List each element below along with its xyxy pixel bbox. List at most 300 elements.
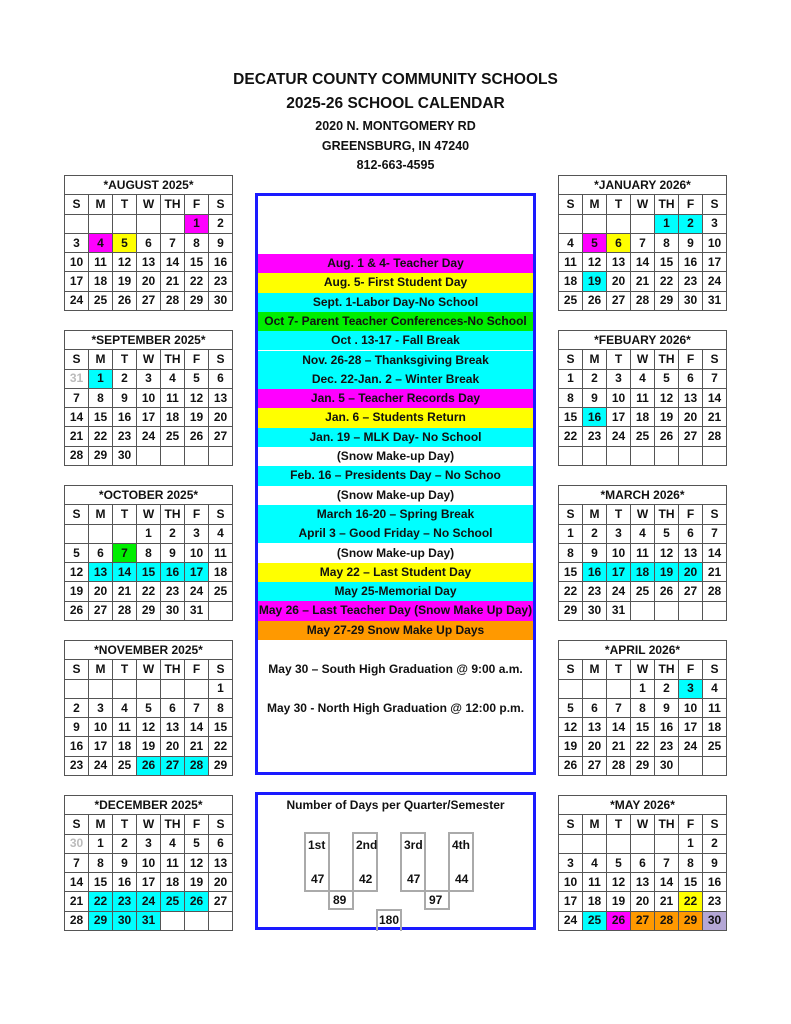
- day-cell: 22: [679, 892, 703, 911]
- day-cell: 4: [559, 233, 583, 252]
- day-cell: 22: [137, 582, 161, 601]
- day-cell: 14: [703, 543, 727, 562]
- day-cell: 2: [161, 524, 185, 543]
- day-cell: 30: [113, 446, 137, 465]
- month-title: *MAY 2026*: [559, 796, 727, 815]
- day-cell: 30: [161, 601, 185, 620]
- day-cell: 7: [185, 698, 209, 717]
- day-cell: 6: [679, 524, 703, 543]
- key-event: Jan. 6 – Students Return: [258, 408, 533, 427]
- day-cell: 12: [583, 253, 607, 272]
- day-cell: 11: [583, 873, 607, 892]
- day-cell: 28: [161, 291, 185, 310]
- day-cell: 7: [703, 524, 727, 543]
- weekday-header: T: [607, 660, 631, 679]
- day-cell: 21: [65, 892, 89, 911]
- key-event: Dec. 22-Jan. 2 – Winter Break: [258, 370, 533, 389]
- day-cell: 13: [137, 253, 161, 272]
- day-cell: 3: [559, 853, 583, 872]
- day-cell: 18: [559, 272, 583, 291]
- day-cell: 21: [113, 582, 137, 601]
- quarter-4: [448, 832, 474, 892]
- day-cell: 29: [185, 291, 209, 310]
- weekday-header: T: [607, 505, 631, 524]
- day-cell: 2: [583, 524, 607, 543]
- day-cell: [655, 446, 679, 465]
- day-cell: 15: [559, 563, 583, 582]
- day-cell: 23: [161, 582, 185, 601]
- day-cell: 20: [209, 873, 233, 892]
- weekday-header: F: [679, 660, 703, 679]
- north-graduation: May 30 - North High Graduation @ 12:00 p.m.: [266, 701, 525, 715]
- weekday-header: M: [583, 815, 607, 834]
- month-title: *DECEMBER 2025*: [65, 796, 233, 815]
- day-cell: 1: [679, 834, 703, 853]
- day-cell: 6: [607, 233, 631, 252]
- day-cell: 10: [89, 718, 113, 737]
- day-cell: [161, 214, 185, 233]
- day-cell: 5: [559, 698, 583, 717]
- day-cell: 21: [703, 563, 727, 582]
- day-cell: 31: [607, 601, 631, 620]
- day-cell: 25: [631, 427, 655, 446]
- key-event: Sept. 1-Labor Day-No School: [258, 293, 533, 312]
- weekday-header: S: [559, 505, 583, 524]
- weekday-header: W: [631, 815, 655, 834]
- day-cell: 5: [185, 834, 209, 853]
- year-total-days: 180: [379, 913, 400, 927]
- day-cell: 1: [89, 369, 113, 388]
- day-cell: 14: [607, 718, 631, 737]
- day-cell: 7: [113, 543, 137, 562]
- day-cell: 1: [209, 679, 233, 698]
- day-cell: 11: [631, 388, 655, 407]
- key-event: Oct 7- Parent Teacher Conferences-No School: [258, 312, 533, 331]
- day-cell: 15: [631, 718, 655, 737]
- day-cell: 14: [655, 873, 679, 892]
- day-cell: [703, 756, 727, 775]
- month-calendar: [64, 330, 233, 466]
- day-cell: 14: [185, 718, 209, 737]
- key-event: May 27-29 Snow Make Up Days: [258, 621, 533, 640]
- day-cell: [655, 834, 679, 853]
- day-cell: 13: [679, 543, 703, 562]
- day-cell: 19: [185, 408, 209, 427]
- weekday-header: S: [209, 195, 233, 214]
- month-title: *FEBUARY 2026*: [559, 331, 727, 350]
- month-calendar: [558, 330, 727, 466]
- day-cell: 9: [209, 233, 233, 252]
- month-calendar: [64, 485, 233, 621]
- day-cell: 12: [137, 718, 161, 737]
- day-cell: 18: [703, 718, 727, 737]
- weekday-header: T: [113, 195, 137, 214]
- day-cell: 4: [631, 524, 655, 543]
- day-cell: [137, 679, 161, 698]
- day-cell: 18: [631, 563, 655, 582]
- day-cell: 6: [209, 834, 233, 853]
- weekday-header: M: [583, 195, 607, 214]
- day-cell: 12: [607, 873, 631, 892]
- day-cell: 24: [607, 582, 631, 601]
- quarter-days-box: [255, 792, 536, 930]
- weekday-header: S: [703, 660, 727, 679]
- quarter-4-label: 4th: [452, 838, 470, 852]
- day-cell: 15: [185, 253, 209, 272]
- day-cell: 15: [209, 718, 233, 737]
- day-cell: 19: [113, 272, 137, 291]
- day-cell: 27: [89, 601, 113, 620]
- day-cell: 25: [559, 291, 583, 310]
- day-cell: [559, 834, 583, 853]
- month-title: *SEPTEMBER 2025*: [65, 331, 233, 350]
- day-cell: [113, 679, 137, 698]
- day-cell: 12: [185, 853, 209, 872]
- day-cell: 19: [65, 582, 89, 601]
- day-cell: 21: [161, 272, 185, 291]
- day-cell: 16: [113, 408, 137, 427]
- day-cell: 14: [113, 563, 137, 582]
- day-cell: 21: [703, 408, 727, 427]
- day-cell: 11: [161, 388, 185, 407]
- day-cell: 28: [607, 756, 631, 775]
- month-calendar: [64, 795, 233, 931]
- weekday-header: W: [631, 505, 655, 524]
- day-cell: 26: [185, 427, 209, 446]
- day-cell: [703, 601, 727, 620]
- weekday-header: S: [65, 195, 89, 214]
- weekday-header: T: [113, 505, 137, 524]
- day-cell: 16: [113, 873, 137, 892]
- day-cell: 25: [161, 892, 185, 911]
- day-cell: [607, 834, 631, 853]
- day-cell: 16: [679, 253, 703, 272]
- quarter-1-days: 47: [311, 872, 325, 886]
- key-event: Aug. 5- First Student Day: [258, 273, 533, 292]
- day-cell: 21: [655, 892, 679, 911]
- day-cell: 13: [679, 388, 703, 407]
- key-events-box: [255, 193, 536, 775]
- day-cell: 8: [89, 388, 113, 407]
- day-cell: 10: [559, 873, 583, 892]
- day-cell: 20: [161, 737, 185, 756]
- day-cell: 4: [161, 834, 185, 853]
- day-cell: 17: [607, 408, 631, 427]
- day-cell: 8: [631, 698, 655, 717]
- quarter-2: [352, 832, 378, 892]
- day-cell: 6: [137, 233, 161, 252]
- day-cell: 1: [631, 679, 655, 698]
- weekday-header: M: [89, 350, 113, 369]
- calendar-title: 2025-26 SCHOOL CALENDAR: [286, 95, 505, 112]
- day-cell: 8: [679, 853, 703, 872]
- day-cell: 28: [703, 427, 727, 446]
- day-cell: 3: [137, 834, 161, 853]
- day-cell: 10: [137, 853, 161, 872]
- day-cell: 3: [679, 679, 703, 698]
- weekday-header: S: [209, 660, 233, 679]
- day-cell: 15: [559, 408, 583, 427]
- weekday-header: TH: [161, 505, 185, 524]
- day-cell: 15: [89, 408, 113, 427]
- day-cell: 28: [703, 582, 727, 601]
- day-cell: 29: [631, 756, 655, 775]
- month-title: *AUGUST 2025*: [65, 176, 233, 195]
- day-cell: 29: [679, 911, 703, 930]
- day-cell: 26: [583, 291, 607, 310]
- day-cell: 23: [65, 756, 89, 775]
- weekday-header: S: [209, 815, 233, 834]
- day-cell: [161, 679, 185, 698]
- day-cell: 27: [583, 756, 607, 775]
- day-cell: 9: [161, 543, 185, 562]
- day-cell: 2: [679, 214, 703, 233]
- day-cell: 18: [113, 737, 137, 756]
- weekday-header: TH: [161, 660, 185, 679]
- day-cell: 9: [583, 543, 607, 562]
- day-cell: 21: [185, 737, 209, 756]
- day-cell: 8: [209, 698, 233, 717]
- day-cell: 29: [89, 446, 113, 465]
- day-cell: [583, 214, 607, 233]
- weekday-header: S: [703, 195, 727, 214]
- weekday-header: TH: [161, 195, 185, 214]
- day-cell: 5: [113, 233, 137, 252]
- day-cell: [185, 446, 209, 465]
- key-event: Aug. 1 & 4- Teacher Day: [258, 254, 533, 273]
- day-cell: 18: [89, 272, 113, 291]
- day-cell: 20: [89, 582, 113, 601]
- day-cell: 13: [209, 853, 233, 872]
- day-cell: 13: [583, 718, 607, 737]
- weekday-header: T: [113, 350, 137, 369]
- quarter-3-label: 3rd: [404, 838, 423, 852]
- day-cell: 29: [89, 911, 113, 930]
- day-cell: 11: [703, 698, 727, 717]
- weekday-header: F: [185, 505, 209, 524]
- key-event: Jan. 5 – Teacher Records Day: [258, 389, 533, 408]
- day-cell: 28: [655, 911, 679, 930]
- day-cell: 30: [703, 911, 727, 930]
- month-calendar: [64, 175, 233, 311]
- weekday-header: S: [703, 350, 727, 369]
- day-cell: 14: [65, 873, 89, 892]
- day-cell: 3: [703, 214, 727, 233]
- day-cell: 2: [209, 214, 233, 233]
- day-cell: 19: [607, 892, 631, 911]
- day-cell: 14: [631, 253, 655, 272]
- day-cell: 20: [607, 272, 631, 291]
- weekday-header: W: [631, 350, 655, 369]
- month-calendar: [558, 485, 727, 621]
- day-cell: 31: [185, 601, 209, 620]
- day-cell: 11: [113, 718, 137, 737]
- key-event: (Snow Make-up Day): [258, 447, 533, 466]
- weekday-header: S: [65, 815, 89, 834]
- day-cell: 2: [65, 698, 89, 717]
- day-cell: 16: [703, 873, 727, 892]
- day-cell: 29: [137, 601, 161, 620]
- day-cell: [631, 214, 655, 233]
- day-cell: 30: [583, 601, 607, 620]
- day-cell: 13: [607, 253, 631, 272]
- month-title: *MARCH 2026*: [559, 486, 727, 505]
- day-cell: 16: [583, 408, 607, 427]
- weekday-header: TH: [655, 660, 679, 679]
- month-calendar: [558, 175, 727, 311]
- day-cell: [583, 834, 607, 853]
- day-cell: 17: [679, 718, 703, 737]
- district-name: DECATUR COUNTY COMMUNITY SCHOOLS: [233, 71, 558, 88]
- day-cell: [65, 214, 89, 233]
- day-cell: 28: [631, 291, 655, 310]
- day-cell: 17: [703, 253, 727, 272]
- month-calendar: [558, 795, 727, 931]
- day-cell: 4: [631, 369, 655, 388]
- weekday-header: M: [89, 505, 113, 524]
- weekday-header: W: [137, 815, 161, 834]
- day-cell: 1: [89, 834, 113, 853]
- day-cell: [209, 446, 233, 465]
- day-cell: 10: [679, 698, 703, 717]
- day-cell: 19: [655, 408, 679, 427]
- day-cell: 5: [137, 698, 161, 717]
- day-cell: 4: [209, 524, 233, 543]
- day-cell: 23: [113, 892, 137, 911]
- quarter-2-days: 42: [359, 872, 373, 886]
- day-cell: 23: [583, 427, 607, 446]
- day-cell: 9: [583, 388, 607, 407]
- weekday-header: S: [65, 660, 89, 679]
- weekday-header: W: [137, 350, 161, 369]
- day-cell: 11: [559, 253, 583, 272]
- day-cell: [655, 601, 679, 620]
- day-cell: 6: [89, 543, 113, 562]
- day-cell: 27: [679, 582, 703, 601]
- day-cell: [185, 679, 209, 698]
- day-cell: 5: [655, 369, 679, 388]
- weekday-header: T: [607, 350, 631, 369]
- day-cell: 10: [185, 543, 209, 562]
- day-cell: 4: [113, 698, 137, 717]
- day-cell: 1: [559, 369, 583, 388]
- day-cell: 16: [65, 737, 89, 756]
- day-cell: 14: [65, 408, 89, 427]
- day-cell: [209, 601, 233, 620]
- semester-2-days: 97: [429, 893, 443, 907]
- day-cell: 16: [209, 253, 233, 272]
- day-cell: 5: [655, 524, 679, 543]
- day-cell: 29: [209, 756, 233, 775]
- day-cell: 20: [209, 408, 233, 427]
- day-cell: 16: [655, 718, 679, 737]
- day-cell: 8: [559, 543, 583, 562]
- day-cell: 3: [89, 698, 113, 717]
- day-cell: 25: [703, 737, 727, 756]
- day-cell: 22: [559, 582, 583, 601]
- day-cell: 26: [185, 892, 209, 911]
- day-cell: [65, 679, 89, 698]
- day-cell: [89, 679, 113, 698]
- day-cell: 9: [113, 853, 137, 872]
- day-cell: 1: [655, 214, 679, 233]
- day-cell: 24: [65, 291, 89, 310]
- day-cell: 22: [89, 892, 113, 911]
- weekday-header: F: [679, 350, 703, 369]
- day-cell: 27: [161, 756, 185, 775]
- key-event: May 22 – Last Student Day: [258, 563, 533, 582]
- key-event: Jan. 19 – MLK Day- No School: [258, 428, 533, 447]
- day-cell: 3: [607, 524, 631, 543]
- day-cell: 16: [583, 563, 607, 582]
- day-cell: 26: [137, 756, 161, 775]
- day-cell: 26: [113, 291, 137, 310]
- day-cell: 11: [631, 543, 655, 562]
- weekday-header: S: [559, 815, 583, 834]
- day-cell: 24: [607, 427, 631, 446]
- day-cell: 22: [185, 272, 209, 291]
- day-cell: 3: [185, 524, 209, 543]
- day-cell: 30: [65, 834, 89, 853]
- day-cell: 20: [679, 408, 703, 427]
- day-cell: 17: [137, 408, 161, 427]
- day-cell: 4: [161, 369, 185, 388]
- day-cell: 22: [631, 737, 655, 756]
- month-calendar: [558, 640, 727, 776]
- weekday-header: W: [631, 195, 655, 214]
- month-calendar: [64, 640, 233, 776]
- day-cell: 7: [65, 388, 89, 407]
- quarter-3: [400, 832, 426, 892]
- day-cell: 28: [113, 601, 137, 620]
- weekday-header: TH: [161, 815, 185, 834]
- day-cell: 24: [185, 582, 209, 601]
- day-cell: 21: [631, 272, 655, 291]
- day-cell: 24: [703, 272, 727, 291]
- day-cell: [65, 524, 89, 543]
- day-cell: 17: [65, 272, 89, 291]
- day-cell: 2: [113, 834, 137, 853]
- quarter-days-title: Number of Days per Quarter/Semester: [286, 798, 505, 812]
- day-cell: 8: [89, 853, 113, 872]
- month-title: *JANUARY 2026*: [559, 176, 727, 195]
- key-event: Oct . 13-17 - Fall Break: [258, 331, 533, 350]
- day-cell: 23: [583, 582, 607, 601]
- day-cell: 22: [209, 737, 233, 756]
- weekday-header: T: [607, 195, 631, 214]
- day-cell: 7: [703, 369, 727, 388]
- weekday-header: F: [185, 350, 209, 369]
- weekday-header: S: [559, 350, 583, 369]
- day-cell: 26: [607, 911, 631, 930]
- day-cell: 27: [679, 427, 703, 446]
- day-cell: 8: [185, 233, 209, 252]
- day-cell: 12: [185, 388, 209, 407]
- month-title: *APRIL 2026*: [559, 641, 727, 660]
- weekday-header: F: [679, 195, 703, 214]
- day-cell: 3: [607, 369, 631, 388]
- day-cell: 11: [89, 253, 113, 272]
- day-cell: 25: [583, 911, 607, 930]
- day-cell: [631, 834, 655, 853]
- day-cell: [113, 524, 137, 543]
- day-cell: 25: [113, 756, 137, 775]
- day-cell: 21: [65, 427, 89, 446]
- day-cell: 23: [113, 427, 137, 446]
- weekday-header: M: [89, 660, 113, 679]
- weekday-header: F: [185, 660, 209, 679]
- day-cell: 28: [65, 911, 89, 930]
